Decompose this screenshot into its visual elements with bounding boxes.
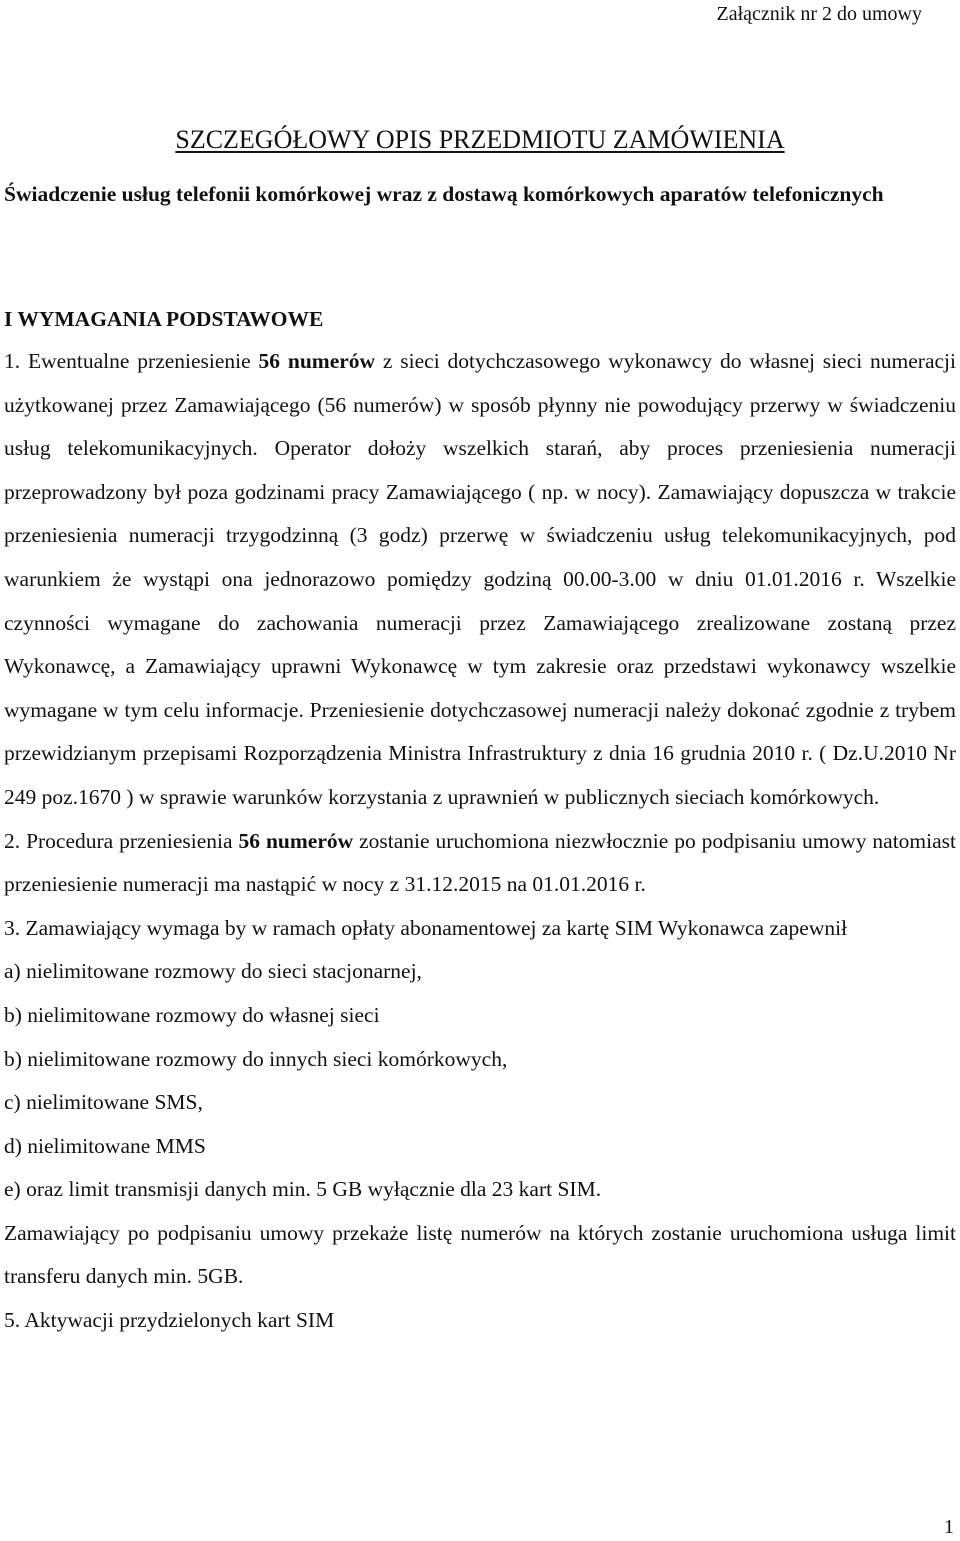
list-item-e: e) oraz limit transmisji danych min. 5 GB wyłącznie dla 23 kart SIM. [4,1177,602,1202]
document-body [4,340,956,1343]
list-item-c: c) nielimitowane SMS, [4,1090,203,1115]
list-item-a: a) nielimitowane rozmowy do sieci stacjonarnej, [4,959,422,984]
annex-label: Załącznik nr 2 do umowy [716,3,922,25]
page-number: 1 [944,1516,954,1538]
item-2-text-start: 2. Procedura przeniesienia [4,828,239,853]
document-subtitle: Świadczenie usług telefonii komórkowej wraz z dostawą komórkowych aparatów telefonicznych [4,182,884,206]
paragraph-item-3: 3. Zamawiający wymaga by w ramach opłaty abonamentowej za kartę SIM Wykonawca zapewnił [4,915,848,940]
document-title: SZCZEGÓŁOWY OPIS PRZEDMIOTU ZAMÓWIENIA [175,125,785,154]
list-item-b-other-networks: b) nielimitowane rozmowy do innych sieci komórkowych, [4,1046,508,1071]
item-2-bold-numbers: 56 numerów [238,828,354,853]
paragraph-item-3-followup: Zamawiający po podpisaniu umowy przekaże listę numerów na których zostanie uruchomiona usługa limit transferu danych min. 5GB. [4,1220,956,1289]
paragraph-item-2 [4,820,956,907]
list-item-d: d) nielimitowane MMS [4,1133,206,1158]
list-item-b-own-network: b) nielimitowane rozmowy do własnej sieci [4,1002,380,1027]
paragraph-item-5: 5. Aktywacji przydzielonych kart SIM [4,1308,335,1333]
item-1-text-rest: z sieci dotychczasowego wykonawcy do własnej sieci numeracji użytkowanej przez Zamawiającego (56 numerów) w sposób płynny nie powodujący przerwy w świadczeniu usług telekomunikacyjnych. Operator dołoży wszelkich starań, aby proces przeniesienia numeracji przeprowadzony był poza godzinami pracy Zamawiającego ( np. w nocy). Zamawiający dopuszcza w trakcie przeniesienia numeracji trzygodzinną (3 godz) przerwę w świadczeniu usług telekomunikacyjnych, pod warunkiem że wystąpi ona jednorazowo pomiędzy godziną 00.00-3.00 w dniu 01.01.2016 r. Wszelkie czynności wymagane do zachowania numeracji przez Zamawiającego zrealizowane zostaną przez Wykonawcę, a Zamawiający uprawni Wykonawcę w tym zakresie oraz przedstawi wykonawcy wszelkie wymagane w tym celu informacje. Przeniesienie dotychczasowej numeracji należy dokonać zgodnie z trybem przewidzianym przepisami Rozporządzenia Ministra Infrastruktury z dnia 16 grudnia 2010 r. ( Dz.U.2010 Nr 249 poz.1670 ) w sprawie warunków korzystania z uprawnień w publicznych sieciach komórkowych. [4,349,956,809]
paragraph-item-1 [4,340,956,820]
item-2-text-rest: zostanie uruchomiona niezwłocznie po podpisaniu umowy natomiast przeniesienie numeracji ma nastąpić w nocy z 31.12.2015 na 01.01.2016 r. [4,828,956,897]
item-1-bold-numbers: 56 numerów [258,349,376,373]
section-heading: I WYMAGANIA PODSTAWOWE [4,307,324,331]
item-1-text-start: 1. Ewentualne przeniesienie [4,349,259,373]
